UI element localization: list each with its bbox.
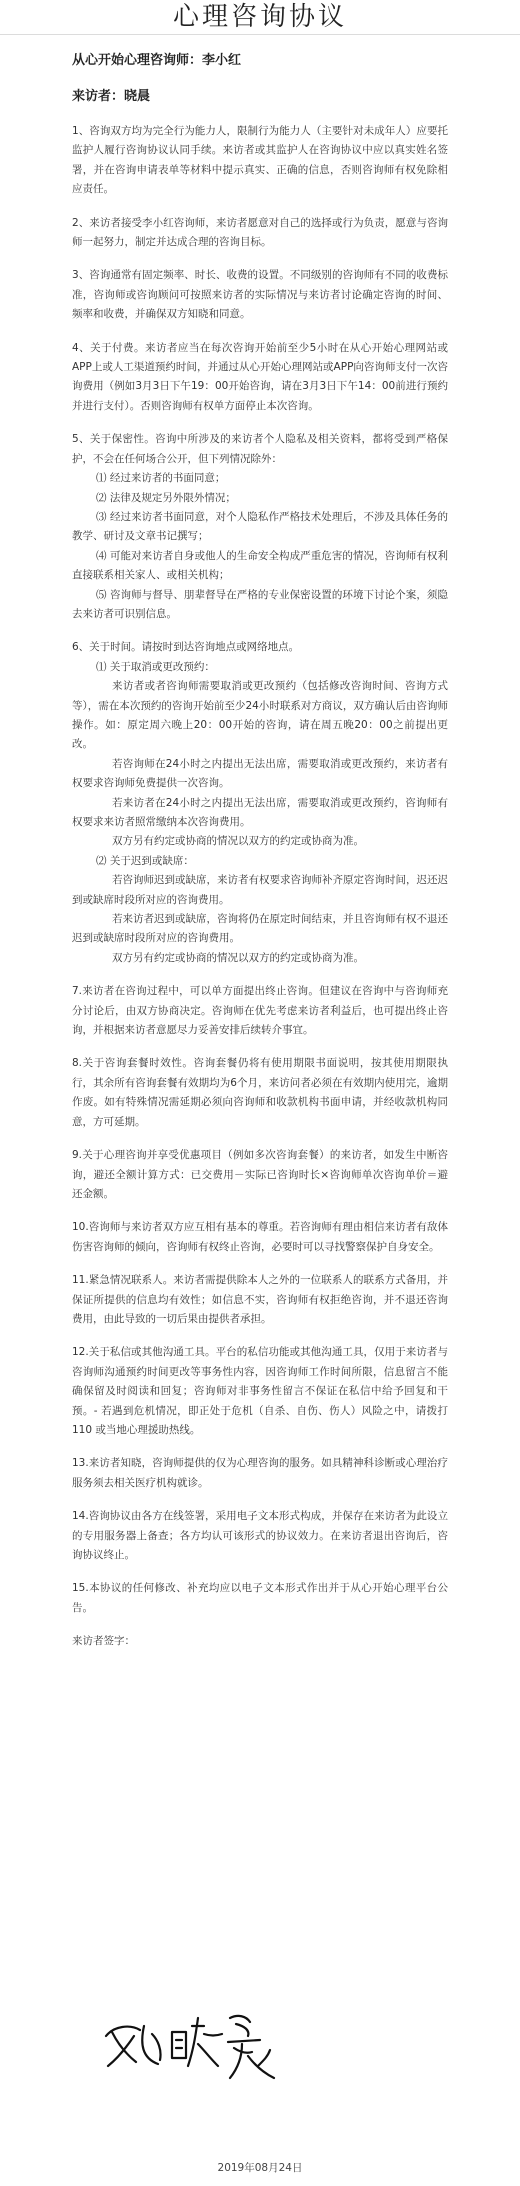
clause-6-subheading-cancel: ⑴ 关于取消或更改预约： xyxy=(96,660,215,673)
clause-6-paragraph: 若来访者迟到或缺席，咨询将仍在原定时间结束，并且咨询师有权不退还迟到或缺席时段所对应的咨询费用。 xyxy=(72,913,448,945)
clause-7: 7.来访者在咨询过程中，可以单方面提出终止咨询。但建议在咨询中与咨询师充分讨论后，由双方协商决定。咨询师在优先考虑来访者利益后，也可提出终止咨询，并根据来访者意愿尽力妥善安排后续转介事宜。 xyxy=(72,985,448,1037)
clause-5-item: ⑸ 咨询师与督导、朋辈督导在严格的专业保密设置的环境下讨论个案，须隐去来访者可识别信息。 xyxy=(72,588,448,620)
page-title: 心理咨询协议 xyxy=(172,2,347,32)
clause-6-paragraph: 若咨询师在24小时之内提出无法出席，需要取消或更改预约，来访者有权要求咨询师免费提供一次咨询。 xyxy=(72,757,448,790)
clause-5-intro: 5、关于保密性。咨询中所涉及的来访者个人隐私及相关资料，都将受到严格保护，不会在任何场合公开，但下列情况除外： xyxy=(72,433,448,465)
clause-5-item: ⑵ 法律及规定另外限外情况； xyxy=(96,491,236,504)
clause-6-subheading-late: ⑵ 关于迟到或缺席： xyxy=(96,854,194,867)
clause-8: 8.关于咨询套餐时效性。咨询套餐仍将有使用期限书面说明，按其使用期限执行，其余所有咨询套餐有效期均为6个月，来访问者必须在有效期内使用完，逾期作废。如有特殊情况需延期必须向咨询师和收款机构书面申请，并经收款机构同意，方可延期。 xyxy=(72,1057,448,1128)
clause-6-paragraph: 若来访者在24小时之内提出无法出席，需要取消或更改预约，咨询师有权要求来访者照常缴纳本次咨询费用。 xyxy=(72,796,448,828)
clause-6-paragraph: 双方另有约定或协商的情况以双方的约定或协商为准。 xyxy=(112,951,364,964)
clause-10: 10.咨询师与来访者双方应互相有基本的尊重。若咨询师有理由相信来访者有敌体伤害咨询师的倾向，咨询师有权终止咨询，必要时可以寻找警察保护自身安全。 xyxy=(72,1221,448,1253)
clause-6-paragraph: 来访者或者咨询师需要取消或更改预约（包括修改咨询时间、咨询方式等），需在本次预约的咨询开始前至少24小时联系对方商议，双方确认后由咨询师操作。如：原定周六晚上20：00开始的咨询，请在周五晚20：00之前提出更改。 xyxy=(72,680,448,751)
clause-4: 4、关于付费。来访者应当在每次咨询开始前至少5小时在从心开始心理网站或APP上或人工渠道预约时间，并通过从心开始心理网站或APP向咨询师支付一次咨询费用（例如3月3日下午19：00开始咨询，请在3月3日下午14：00前进行预约并进行支付）。否则咨询师有权单方面停止本次咨询。 xyxy=(72,341,448,412)
handwritten-signature xyxy=(100,1996,300,2096)
visitor-line: 来访者：晓晨 xyxy=(72,89,151,104)
clause-5-item: ⑶ 经过来访者书面同意，对个人隐私作严格技术处理后，不涉及具体任务的教学、研讨及文章书记撰写； xyxy=(72,510,448,543)
clause-13: 13.来访者知晓，咨询师提供的仅为心理咨询的服务。如具精神科诊断或心理治疗服务须去相关医疗机构就诊。 xyxy=(72,1457,448,1489)
clause-15: 15.本协议的任何修改、补充均应以电子文本形式作出并于从心开始心理平台公告。 xyxy=(72,1582,448,1614)
clause-6-paragraph: 双方另有约定或协商的情况以双方的约定或协商为准。 xyxy=(112,835,364,848)
clause-5-item: ⑴ 经过来访者的书面同意； xyxy=(96,472,226,485)
counselor-line: 从心开始心理咨询师：李小红 xyxy=(72,53,242,68)
clause-1: 1、咨询双方均为完全行为能力人，限制行为能力人（主要针对未成年人）应要托监护人履行咨询协议认同手续。来访者或其监护人在咨询协议中应以真实姓名签署，并在咨询申请表单等材料中提示真实、正确的信息，否则咨询师有权免除相应责任。 xyxy=(72,125,448,196)
signing-date: 2019年08月24日 xyxy=(217,2162,303,2174)
clause-5-item: ⑷ 可能对来访者自身或他人的生命安全构成严重危害的情况，咨询师有权利直接联系相关家人、或相关机构； xyxy=(72,549,448,582)
clause-14: 14.咨询协议由各方在线签署，采用电子文本形式构成，并保存在来访者为此设立的专用服务器上备查；各方均认可该形式的协议效力。在来访者退出咨询后，咨询协议终止。 xyxy=(72,1510,448,1561)
signature-label: 来访者签字： xyxy=(72,1635,135,1648)
agreement-body xyxy=(72,52,448,1650)
clause-6-intro: 6、关于时间。请按时到达咨询地点或网络地点。 xyxy=(72,641,300,654)
title-bar xyxy=(0,0,520,35)
clause-12: 12.关于私信或其他沟通工具。平台的私信功能或其他沟通工具，仅用于来访者与咨询师沟通预约时间更改等事务性内容，因咨询师工作时间所限，信息留言不能确保留及时阅读和回复；咨询师对非事务性留言不保证在私信中给予回复和干预。- 若遇到危机情况，即正处于危机（自杀、自伤、伤人）风险之中，请拨打 110 或当地心理援助热线。 xyxy=(72,1346,448,1436)
clause-5 xyxy=(72,430,448,624)
clause-9: 9.关于心理咨询并享受优惠项目（例如多次咨询套餐）的来访者，如发生中断咨询，避还全额计算方式：已交费用－实际已咨询时长×咨询师单次咨询单价＝避还金额。 xyxy=(72,1149,448,1200)
clause-6-paragraph: 若咨询师迟到或缺席，来访者有权要求咨询师补齐原定咨询时间，迟还迟到或缺席时段所对应的咨询费用。 xyxy=(72,874,448,906)
clause-6 xyxy=(72,638,448,968)
clause-3: 3、咨询通常有固定频率、时长、收费的设置。不同级别的咨询师有不同的收费标准，咨询师或咨询顾问可按照来访者的实际情况与来访者讨论确定咨询的时间、频率和收费，并确保双方知晓和同意。 xyxy=(72,269,448,321)
clause-11: 11.紧急情况联系人。来访者需提供除本人之外的一位联系人的联系方式备用，并保证所提供的信息均有效性；如信息不实，咨询师有权拒绝咨询，并不退还咨询费用，由此导致的一切后果由提供者承担。 xyxy=(72,1274,448,1325)
clause-2: 2、来访者接受李小红咨询师，来访者愿意对自己的选择或行为负责，愿意与咨询师一起努力，制定并达成合理的咨询目标。 xyxy=(72,216,448,249)
